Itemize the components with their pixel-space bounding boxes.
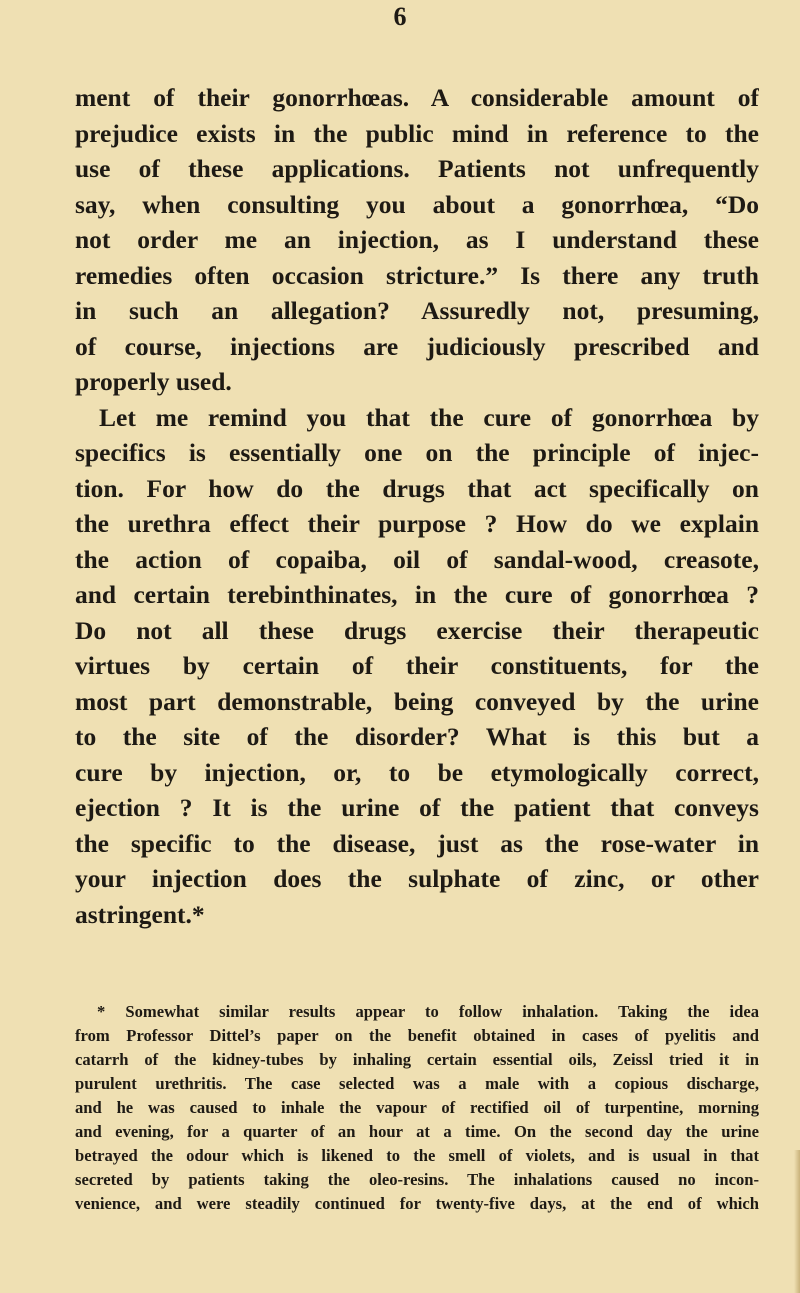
footnote-line: venience, and were steadily continued for twenty-five days, at the end of which: [75, 1194, 759, 1213]
body-line: Let me remind you that the cure of gonorrhœa by: [99, 402, 759, 432]
page-number: 6: [393, 2, 407, 31]
footnote-line: catarrh of the kidney-tubes by inhaling certain essential oils, Zeissl tried it in: [75, 1050, 759, 1069]
body-line: use of these applications. Patients not unfrequently: [75, 154, 759, 183]
body-line: say, when consulting you about a gonorrhœa, “Do: [75, 189, 759, 219]
body-line: the specific to the disease, just as the rose-water in: [75, 828, 759, 858]
body-line: tion. For how do the drugs that act specifically on: [75, 473, 759, 503]
footnote-line: betrayed the odour which is likened to the smell of violets, and is usual in that: [75, 1146, 759, 1165]
footnote-line: and evening, for a quarter of an hour at a time. On the second day the urine: [75, 1122, 759, 1141]
body-line: virtues by certain of their constituents, for the: [75, 651, 759, 680]
body-line: specifics is essentially one on the principle of injec-: [75, 438, 759, 467]
footnote: [75, 1000, 759, 1216]
body-line: not order me an injection, as I understand these: [75, 225, 759, 254]
body-line: in such an allegation? Assuredly not, presuming,: [75, 296, 759, 325]
body-text: [75, 80, 759, 932]
body-line: Do not all these drugs exercise their therapeutic: [75, 615, 759, 645]
body-line: remedies often occasion stricture.” Is there any truth: [75, 260, 759, 290]
body-line: cure by injection, or, to be etymologically correct,: [75, 757, 759, 787]
page-edge: [794, 1150, 800, 1293]
body-line: properly used.: [75, 367, 232, 396]
footnote-line: * Somewhat similar results appear to follow inhalation. Taking the idea: [97, 1002, 759, 1021]
body-line: most part demonstrable, being conveyed by the urine: [75, 686, 759, 716]
body-line: to the site of the disorder? What is this but a: [75, 722, 759, 751]
body-line: ejection ? It is the urine of the patient that conveys: [75, 793, 759, 822]
body-line: astringent.*: [75, 899, 205, 929]
footnote-line: purulent urethritis. The case selected was a male with a copious discharge,: [75, 1074, 759, 1093]
body-line: prejudice exists in the public mind in reference to the: [75, 118, 759, 148]
body-line: ment of their gonorrhœas. A considerable amount of: [75, 83, 759, 112]
body-line: and certain terebinthinates, in the cure of gonorrhœa ?: [75, 580, 759, 609]
body-line: of course, injections are judiciously prescribed and: [75, 331, 759, 361]
footnote-line: and he was caused to inhale the vapour of rectified oil of turpentine, morning: [75, 1098, 759, 1117]
body-line: the action of copaiba, oil of sandal-wood, creasote,: [75, 544, 759, 574]
footnote-line: from Professor Dittel’s paper on the benefit obtained in cases of pyelitis and: [75, 1026, 759, 1045]
body-line: the urethra effect their purpose ? How do we explain: [75, 509, 759, 538]
footnote-line: secreted by patients taking the oleo-resins. The inhalations caused no incon-: [75, 1170, 759, 1189]
body-line: your injection does the sulphate of zinc, or other: [75, 864, 759, 893]
